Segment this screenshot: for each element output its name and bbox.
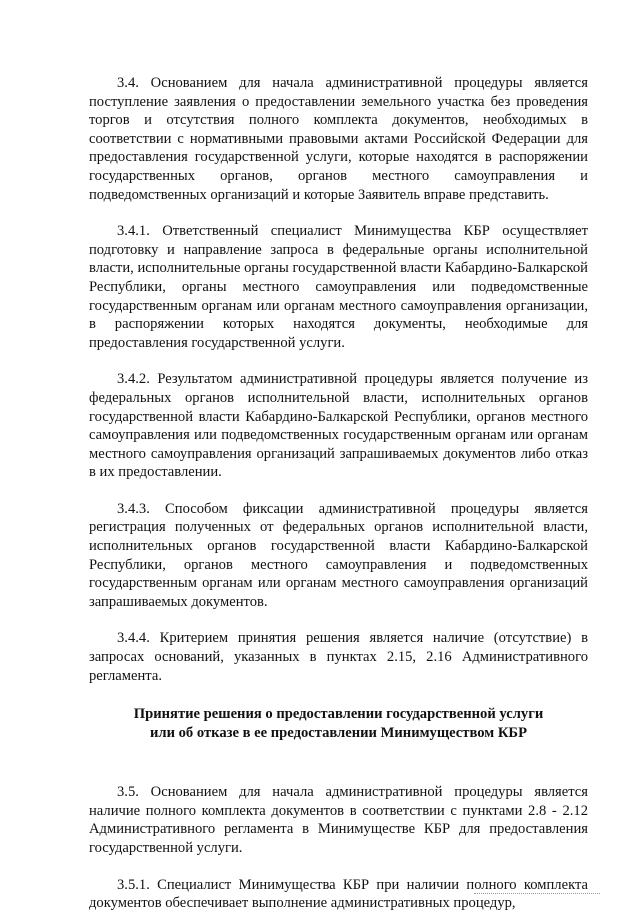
- section-heading-line-1: Принятие решения о предоставлении государственной услуги: [133, 706, 544, 723]
- footer-divider: [474, 893, 600, 894]
- paragraph-3-4: 3.4. Основанием для начала административной процедуры является поступление заявления о предоставлении земельного участка без проведения торгов и отсутствия полного комплекта документов, необходимых в соответствии с нормативными правовыми актами Российской Федерации для предоставления государственной услуги, которые находятся в распоряжении государственных органов, органов местного самоуправления и подведомственных организаций и которые Заявитель вправе представить.: [89, 75, 588, 203]
- paragraph-3-4-1: 3.4.1. Ответственный специалист Минимущества КБР осуществляет подготовку и направление запроса в федеральные органы исполнительной власти, исполнительные органы государственной власти Кабардино-Балкарской Республики, органы местного самоуправления или подведомственные государственным органам или органам местного самоуправления организации, в распоряжении которых находятся документы, необходимые для предоставления государственной услуги.: [89, 223, 588, 351]
- paragraph-3-4-3: 3.4.3. Способом фиксации административной процедуры является регистрация полученных от федеральных органов исполнительной власти, исполнительных органов государственной власти Кабардино-Балкарской Республики, органов местного самоуправления и подведомственных государственным органам или органам местного самоуправления организаций запрашиваемых документов.: [89, 500, 588, 610]
- section-heading-line-2: или об отказе в ее предоставлении Минимуществом КБР: [149, 725, 527, 742]
- paragraph-3-4-4: 3.4.4. Критерием принятия решения является наличие (отсутствие) в запросах оснований, указанных в пунктах 2.15, 2.16 Административного регламента.: [89, 630, 588, 684]
- paragraph-3-5: 3.5. Основанием для начала административной процедуры является наличие полного комплекта документов в соответствии с пунктами 2.8 - 2.12 Административного регламента в Минимуществе КБР для предоставления государственной услуги.: [89, 784, 588, 856]
- document-page: [89, 74, 588, 913]
- section-heading: [89, 705, 588, 743]
- paragraph-3-4-2: 3.4.2. Результатом административной процедуры является получение из федеральных органов исполнительной власти, исполнительных органов государственной власти Кабардино-Балкарской Республики, органов местного самоуправления или подведомственных государственным органам или органам местного самоуправления организаций запрашиваемых документов либо отказ в их предоставлении.: [89, 371, 588, 481]
- paragraph-3-5-1: 3.5.1. Специалист Минимущества КБР при наличии полного комплекта документов обеспечивает выполнение административных процедур,: [89, 876, 588, 912]
